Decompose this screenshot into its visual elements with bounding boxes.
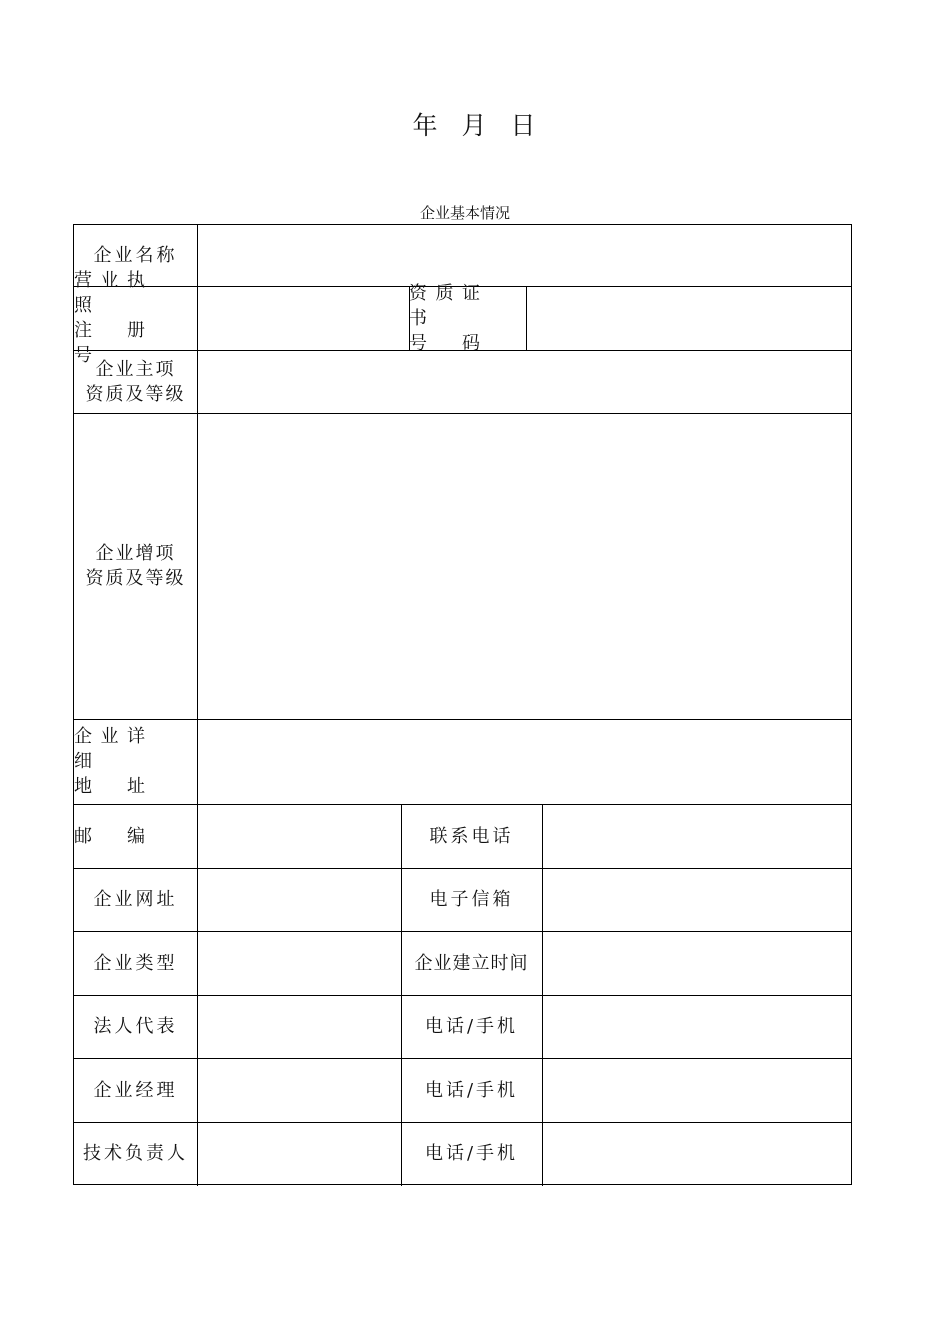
qualification-cert-label-line1: 资质证书 — [409, 282, 483, 329]
qualification-cert-label-line2: 号 码 — [409, 332, 483, 354]
established-field[interactable] — [543, 931, 852, 995]
manager-label: 企业经理 — [93, 1079, 178, 1101]
business-license-label-line1: 营业执照 — [74, 270, 148, 316]
postcode-label — [74, 804, 197, 868]
address-label — [74, 719, 197, 804]
additional-qualification-label-line1: 企业增项 — [95, 543, 176, 564]
tech-lead-field[interactable] — [198, 1122, 401, 1185]
main-qualification-label-line1: 企业主项 — [95, 358, 176, 380]
legal-rep-phone-label: 电话/手机 — [424, 1016, 519, 1037]
company-name-label: 企业名称 — [93, 245, 178, 266]
address-label-line1: 企业详细 — [74, 726, 148, 772]
manager-phone-field[interactable] — [543, 1058, 852, 1122]
company-type-label: 企业类型 — [93, 952, 178, 974]
tech-lead-phone-field[interactable] — [543, 1122, 852, 1185]
manager-phone-label: 电话/手机 — [424, 1079, 519, 1101]
additional-qualification-label — [74, 413, 197, 719]
website-label: 企业网址 — [93, 889, 178, 910]
main-qualification-label — [74, 350, 197, 413]
website-field[interactable] — [198, 868, 401, 931]
company-type-field[interactable] — [198, 931, 401, 995]
date-line: 年 月 日 — [412, 111, 538, 140]
contact-phone-field[interactable] — [543, 804, 852, 868]
tech-lead-phone-label: 电话/手机 — [424, 1143, 519, 1164]
email-label: 电子信箱 — [429, 889, 514, 910]
legal-rep-label: 法人代表 — [93, 1016, 178, 1037]
tech-lead-label: 技术负责人 — [83, 1143, 188, 1164]
address-label-line2: 地 址 — [74, 776, 148, 797]
business-license-label-line2: 注 册 号 — [74, 320, 148, 366]
established-label: 企业建立时间 — [414, 952, 529, 974]
postcode-label-text: 邮 编 — [74, 825, 148, 847]
company-info-form — [73, 224, 852, 1185]
postcode-field[interactable] — [198, 804, 401, 868]
legal-rep-phone-field[interactable] — [543, 995, 852, 1058]
legal-rep-field[interactable] — [198, 995, 401, 1058]
company-name-field[interactable] — [198, 225, 852, 286]
additional-qualification-label-line2: 资质及等级 — [85, 568, 186, 589]
manager-field[interactable] — [198, 1058, 401, 1122]
qualification-cert-field[interactable] — [527, 286, 852, 350]
business-license-field[interactable] — [198, 286, 409, 350]
additional-qualification-field[interactable] — [198, 413, 852, 719]
main-qualification-field[interactable] — [198, 350, 852, 413]
address-field[interactable] — [198, 719, 852, 804]
main-qualification-label-line2: 资质及等级 — [85, 383, 186, 405]
qualification-cert-label — [409, 282, 526, 354]
contact-phone-label: 联系电话 — [429, 825, 514, 847]
email-field[interactable] — [543, 868, 852, 931]
business-license-label — [74, 270, 197, 366]
table-caption: 企业基本情况 — [419, 204, 510, 222]
